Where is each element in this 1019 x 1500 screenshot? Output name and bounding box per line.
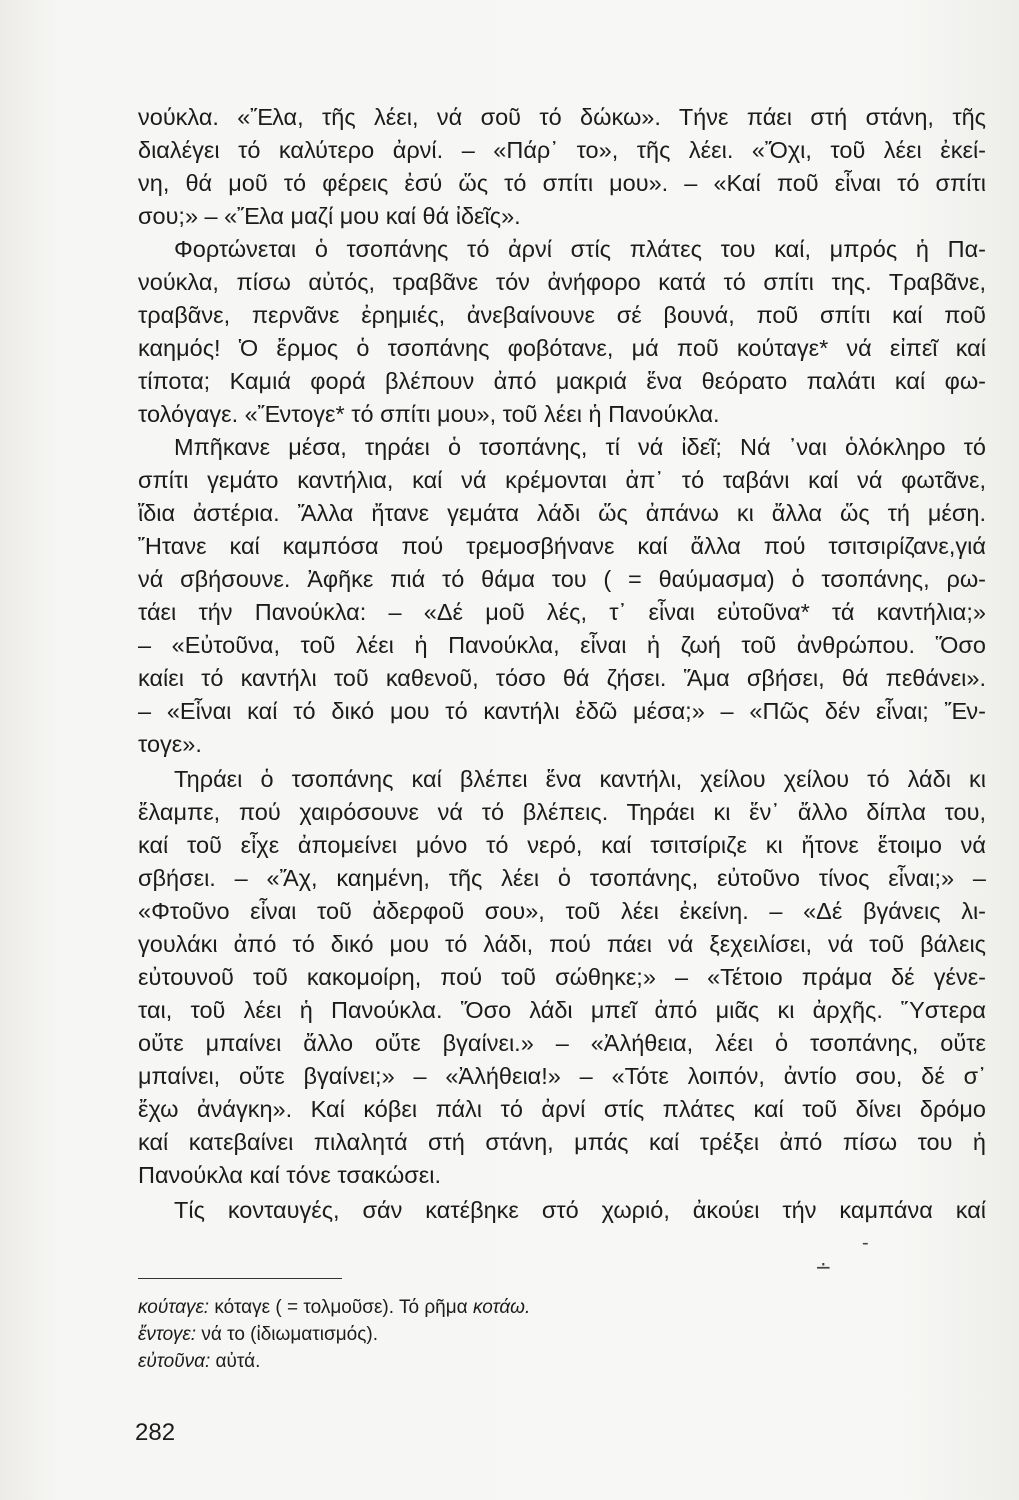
footnote-term: ἔντογε: bbox=[138, 1324, 197, 1345]
footnote-term: κούταγε: bbox=[138, 1297, 210, 1318]
text-line: καί τοῦ εἶχε ἀπομείνει μόνο τό νερό, καί τσιτσίριζε κι ἤτονε ἕτοιμο νά bbox=[138, 832, 986, 858]
text-line: Φορτώνεται ὁ τσοπάνης τό ἀρνί στίς πλάτες του καί, μπρός ἡ Πα- bbox=[174, 236, 986, 262]
footnote-text: νά το (ἰδιωματισμός). bbox=[196, 1324, 379, 1345]
text-line: νη, θά μοῦ τό φέρεις ἐσύ ὥς τό σπίτι μου». – «Καί ποῦ εἶναι τό σπίτι bbox=[138, 170, 986, 196]
text-line: ἔλαμπε, πού χαιρόσουνε νά τό βλέπεις. Τηράει κι ἕν᾽ ἄλλο δίπλα του, bbox=[138, 799, 986, 825]
text-line: Ἤτανε καί καμπόσα πού τρεμοσβήνανε καί ἄλλα πού τσιτσιρίζανε,γιά bbox=[138, 533, 986, 559]
text-line: ἴδια ἀστέρια. Ἄλλα ἤτανε γεμάτα λάδι ὥς ἀπάνω κι ἄλλα ὥς τή μέση. bbox=[138, 500, 986, 526]
text-line: – «Εἶναι καί τό δικό μου τό καντήλι ἐδῶ μέσα;» – «Πῶς δέν εἶναι; Ἔν- bbox=[138, 698, 986, 724]
footnote-term: εὐτοῦνα: bbox=[138, 1351, 211, 1372]
text-line: σου;» – «Ἔλα μαζί μου καί θά ἰδεῖς». bbox=[138, 203, 521, 229]
text-line: οὔτε μπαίνει ἄλλο οὔτε βγαίνει.» – «Ἀλήθεια, λέει ὁ τσοπάνης, οὔτε bbox=[138, 1030, 986, 1056]
text-line: νούκλα, πίσω αὐτός, τραβᾶνε τόν ἀνήφορο κατά τό σπίτι της. Τραβᾶνε, bbox=[138, 269, 986, 295]
text-line: τογε». bbox=[138, 731, 202, 757]
text-line: τολόγαγε. «Ἔντογε* τό σπίτι μου», τοῦ λέει ἡ Πανούκλα. bbox=[138, 401, 720, 427]
page-number: 282 bbox=[135, 1419, 176, 1446]
text-line: σβήσει. – «Ἄχ, καημένη, τῆς λέει ὁ τσοπάνης, εὐτοῦνο τίνος εἶναι;» – bbox=[138, 865, 986, 891]
footnote-term: κοτάω. bbox=[472, 1297, 531, 1318]
text-line: καημός! Ὁ ἔρμος ὁ τσοπάνης φοβότανε, μά ποῦ κούταγε* νά εἰπεῖ καί bbox=[138, 335, 986, 361]
text-line: Τίς κονταυγές, σάν κατέβηκε στό χωριό, ἀκούει τήν καμπάνα καί bbox=[174, 1197, 986, 1223]
text-line: διαλέγει τό καλύτερο ἀρνί. – «Πάρ᾽ το», τῆς λέει. «Ὄχι, τοῦ λέει ἐκεί- bbox=[138, 137, 986, 163]
scan-mark: - bbox=[862, 1232, 869, 1254]
text-line: Πανούκλα καί τόνε τσακώσει. bbox=[138, 1162, 441, 1188]
footnote bbox=[138, 1322, 378, 1348]
text-line: καίει τό καντήλι τοῦ καθενοῦ, τόσο θά ζήσει. Ἅμα σβήσει, θά πεθάνει». bbox=[138, 665, 986, 691]
text-line: – «Εὐτοῦνα, τοῦ λέει ἡ Πανούκλα, εἶναι ἡ ζωή τοῦ ἀνθρώπου. Ὅσο bbox=[138, 632, 986, 658]
text-line: τραβᾶνε, περνᾶνε ἐρημιές, ἀνεβαίνουνε σέ βουνά, ποῦ σπίτι καί ποῦ bbox=[138, 302, 986, 328]
footnote-text: αὐτά. bbox=[210, 1351, 261, 1372]
text-line: γουλάκι ἀπό τό δικό μου τό λάδι, πού πάει νά ξεχειλίσει, νά τοῦ βάλεις bbox=[138, 931, 986, 957]
text-line: ται, τοῦ λέει ἡ Πανούκλα. Ὅσο λάδι μπεῖ ἀπό μιᾶς κι ἀρχῆς. Ὕστερα bbox=[138, 997, 986, 1023]
text-line: εὐτουνοῦ τοῦ κακομοίρη, πού τοῦ σώθηκε;» – «Τέτοιο πράμα δέ γένε- bbox=[138, 964, 986, 990]
text-line: ἔχω ἀνάγκη». Καί κόβει πάλι τό ἀρνί στίς πλάτες καί τοῦ δίνει δρόμο bbox=[138, 1096, 986, 1122]
text-line: καί κατεβαίνει πιλαλητά στή στάνη, μπάς καί τρέξει ἀπό πίσω του ἡ bbox=[138, 1129, 986, 1155]
text-line: Μπῆκανε μέσα, τηράει ὁ τσοπάνης, τί νά ἰδεῖ; Νά ᾽ναι ὁλόκληρο τό bbox=[174, 434, 986, 460]
scan-mark: ∸ bbox=[815, 1257, 832, 1279]
text-line: Τηράει ὁ τσοπάνης καί βλέπει ἕνα καντήλι, χείλου χείλου τό λάδι κι bbox=[174, 766, 986, 792]
text-line: «Φτοῦνο εἶναι τοῦ ἀδερφοῦ σου», τοῦ λέει ἐκείνη. – «Δέ βγάνεις λι- bbox=[138, 898, 986, 924]
text-line: νά σβήσουνε. Ἀφῆκε πιά τό θάμα του ( = θαύμασμα) ὁ τσοπάνης, ρω- bbox=[138, 566, 986, 592]
footnote bbox=[138, 1295, 530, 1321]
text-line: μπαίνει, οὔτε βγαίνει;» – «Ἀλήθεια!» – «Τότε λοιπόν, ἀντίο σου, δέ σ᾽ bbox=[138, 1063, 986, 1089]
footnote-rule bbox=[138, 1278, 342, 1279]
footnote bbox=[138, 1349, 260, 1375]
footnote-text: κόταγε ( = τολμοῦσε). Τό ρῆμα bbox=[209, 1297, 473, 1318]
text-line: τάει τήν Πανούκλα: – «Δέ μοῦ λές, τ᾽ εἶναι εὐτοῦνα* τά καντήλια;» bbox=[138, 599, 986, 625]
text-line: σπίτι γεμάτο καντήλια, καί νά κρέμονται ἀπ᾽ τό ταβάνι καί νά φωτᾶνε, bbox=[138, 467, 986, 493]
text-line: νούκλα. «Ἔλα, τῆς λέει, νά σοῦ τό δώκω». Τήνε πάει στή στάνη, τῆς bbox=[138, 104, 986, 130]
text-line: τίποτα; Καμιά φορά βλέπουν ἀπό μακριά ἕνα θεόρατο παλάτι καί φω- bbox=[138, 368, 986, 394]
